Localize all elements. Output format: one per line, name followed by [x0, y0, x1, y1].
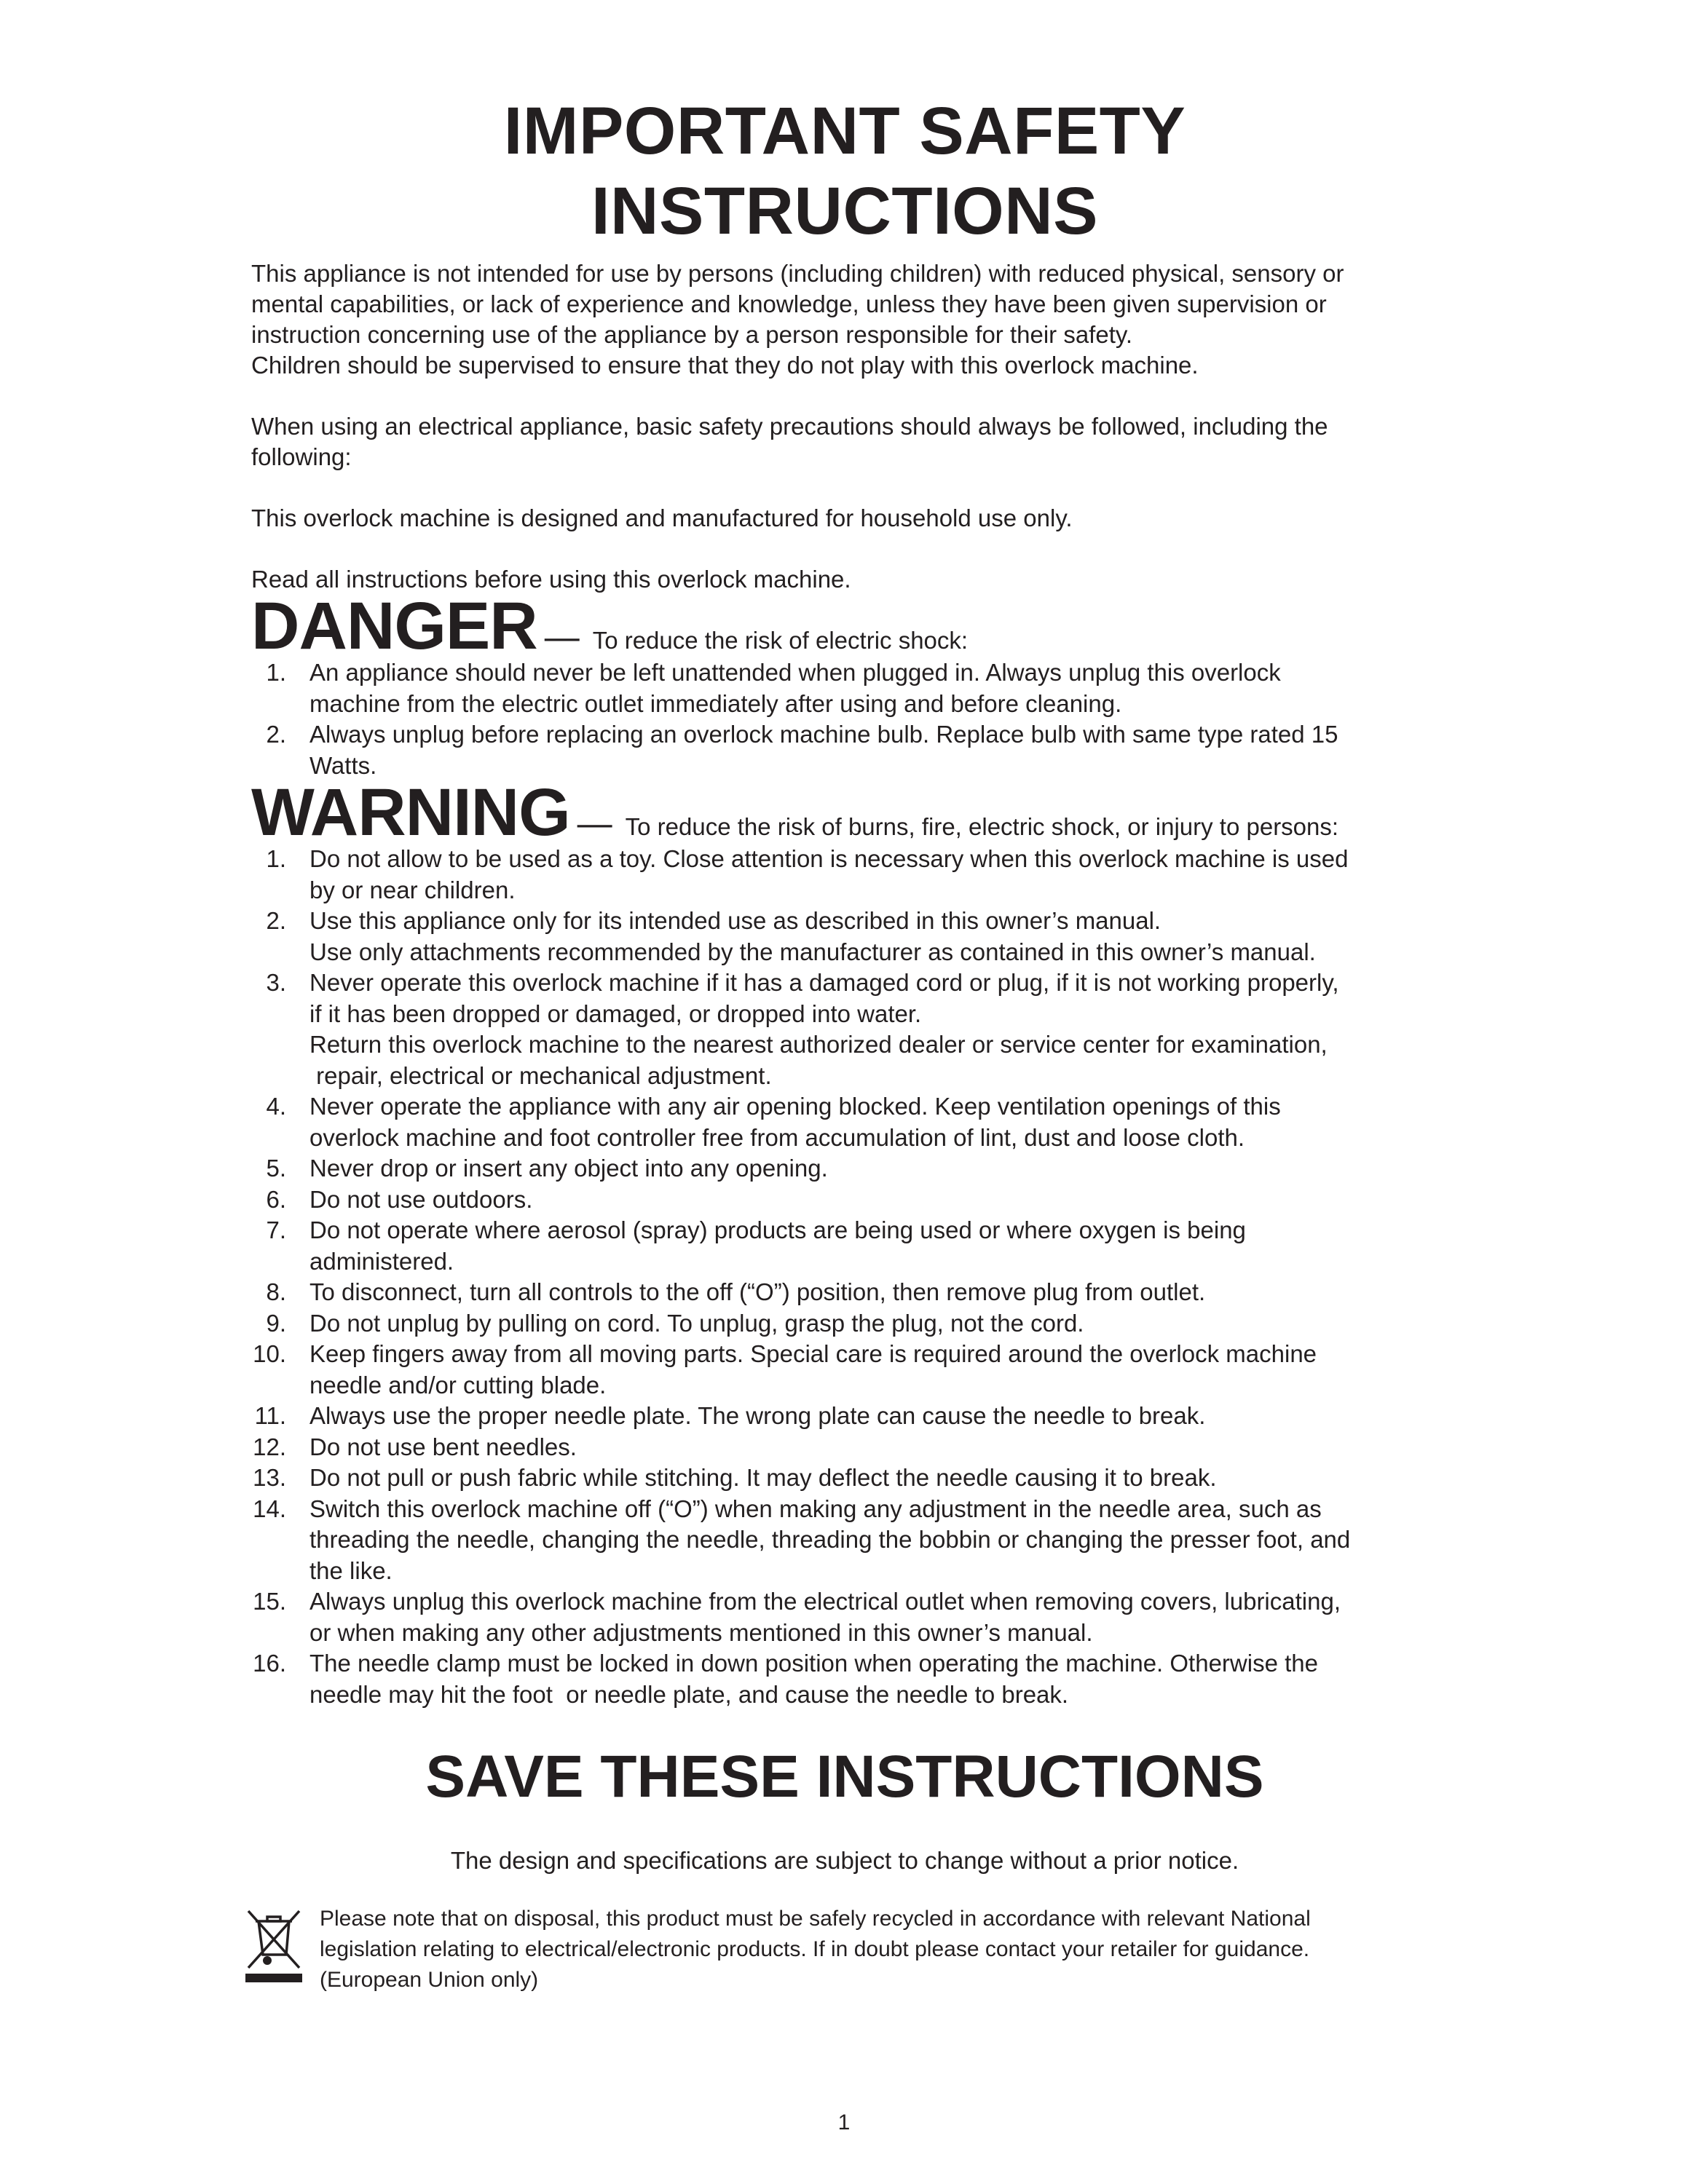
item-text: [309, 1401, 1446, 1432]
item-line: repair, electrical or mechanical adjustment.: [309, 1061, 772, 1089]
item-line: Use only attachments recommended by the manufacturer as contained in this owner’s manual.: [309, 938, 1316, 965]
danger-dash: —: [544, 618, 580, 657]
item-line: needle and/or cutting blade.: [309, 1371, 607, 1398]
item-line: Never operate this overlock machine if it has a damaged cord or plug, if it is not working properly,: [309, 969, 1339, 996]
warning-item: [251, 906, 1446, 968]
intro-line: mental capabilities, or lack of experience and knowledge, unless they have been given supervision or: [251, 290, 1327, 317]
item-line: Do not use outdoors.: [309, 1185, 533, 1213]
page-title: IMPORTANT SAFETY INSTRUCTIONS: [503, 94, 1186, 248]
disposal-line: legislation relating to electrical/electronic products. If in doubt please contact your retailer for guidance.: [320, 1937, 1310, 1961]
item-number: 4.: [266, 1093, 286, 1120]
item-text: [309, 906, 1446, 968]
item-number: 16.: [253, 1650, 286, 1677]
item-number: 3.: [266, 969, 286, 996]
intro-block: [251, 258, 1446, 381]
intro-line: This appliance is not intended for use by persons (including children) with reduced physical, sensory or: [251, 260, 1344, 287]
warning-subtitle: To reduce the risk of burns, fire, electric shock, or injury to persons:: [625, 813, 1339, 840]
item-line: machine from the electric outlet immediately after using and before cleaning.: [309, 689, 1122, 717]
item-number: 7.: [266, 1216, 286, 1243]
warning-heading: [251, 775, 1446, 850]
item-number: 13.: [253, 1464, 286, 1491]
item-line: needle may hit the foot or needle plate, and cause the needle to break.: [309, 1680, 1069, 1708]
item-line: Use this appliance only for its intended use as described in this owner’s manual.: [309, 907, 1162, 934]
item-line: Watts.: [309, 751, 377, 779]
item-line: Do not use bent needles.: [309, 1433, 577, 1460]
item-line: To disconnect, turn all controls to the off (“O”) position, then remove plug from outlet.: [309, 1278, 1206, 1305]
page-number: 1: [837, 2110, 851, 2134]
warning-item: [251, 1153, 1446, 1184]
item-line: Always unplug this overlock machine from the electrical outlet when removing covers, lubricating,: [309, 1588, 1341, 1615]
item-text: [309, 1586, 1446, 1648]
item-number: 14.: [253, 1495, 286, 1522]
item-text: [309, 1339, 1446, 1401]
item-text: [309, 1648, 1446, 1710]
danger-item: [251, 657, 1446, 719]
danger-subtitle: To reduce the risk of electric shock:: [592, 627, 969, 654]
warning-item: [251, 1401, 1446, 1432]
danger-list: [251, 657, 1446, 781]
save-instructions-title: SAVE THESE INSTRUCTIONS: [425, 1744, 1264, 1810]
item-line: An appliance should never be left unattended when plugged in. Always unplug this overlock: [309, 659, 1281, 686]
item-number: 15.: [253, 1588, 286, 1615]
item-line: Do not operate where aerosol (spray) products are being used or where oxygen is being: [309, 1216, 1246, 1243]
item-number: 1.: [266, 845, 286, 872]
item-number: 11.: [254, 1402, 286, 1429]
precaution-line: following:: [251, 443, 352, 470]
intro-line: Children should be supervised to ensure that they do not play with this overlock machine.: [251, 352, 1199, 379]
item-number: 8.: [266, 1278, 286, 1305]
item-line: threading the needle, changing the needle, threading the bobbin or changing the presser foot, and: [309, 1526, 1351, 1553]
warning-item: [251, 1184, 1446, 1216]
item-line: Never operate the appliance with any air opening blocked. Keep ventilation openings of this: [309, 1093, 1281, 1120]
item-text: [309, 1153, 1446, 1184]
danger-heading: [251, 589, 1446, 663]
item-line: overlock machine and foot controller free from accumulation of lint, dust and loose cloth.: [309, 1123, 1245, 1151]
item-line: Always unplug before replacing an overlock machine bulb. Replace bulb with same type rated 15: [309, 721, 1338, 748]
item-line: Do not unplug by pulling on cord. To unplug, grasp the plug, not the cord.: [309, 1309, 1084, 1337]
item-line: by or near children.: [309, 876, 516, 903]
item-number: 10.: [253, 1340, 286, 1367]
warning-item: [251, 1432, 1446, 1463]
warning-item: [251, 1463, 1446, 1494]
change-notice: The design and specifications are subject to change without a prior notice.: [450, 1847, 1239, 1874]
item-number: 9.: [266, 1309, 286, 1337]
item-line: Switch this overlock machine off (“O”) when making any adjustment in the needle area, such as: [309, 1495, 1322, 1522]
warning-word: WARNING: [251, 775, 570, 850]
item-text: [309, 657, 1446, 719]
item-line: Always use the proper needle plate. The wrong plate can cause the needle to break.: [309, 1402, 1206, 1429]
item-line: Return this overlock machine to the nearest authorized dealer or service center for examination,: [309, 1031, 1328, 1058]
warning-item: [251, 968, 1446, 1091]
item-line: the like.: [309, 1556, 393, 1584]
item-text: [309, 844, 1446, 906]
warning-dash: —: [577, 804, 612, 843]
item-line: The needle clamp must be locked in down position when operating the machine. Otherwise the: [309, 1650, 1318, 1677]
item-text: [309, 719, 1446, 781]
item-text: [309, 1215, 1446, 1277]
item-line: or when making any other adjustments mentioned in this owner’s manual.: [309, 1618, 1093, 1646]
item-number: 2.: [266, 907, 286, 934]
item-text: [309, 1494, 1446, 1587]
item-line: Keep fingers away from all moving parts. Special care is required around the overlock machine: [309, 1340, 1317, 1367]
precaution-line: When using an electrical appliance, basic safety precautions should always be followed, including the: [251, 413, 1328, 440]
warning-item: [251, 1277, 1446, 1308]
item-number: 6.: [266, 1185, 286, 1213]
danger-item: [251, 719, 1446, 781]
item-line: Never drop or insert any object into any opening.: [309, 1155, 828, 1182]
household-use-line: This overlock machine is designed and manufactured for household use only.: [251, 505, 1073, 531]
read-instructions-line: Read all instructions before using this overlock machine.: [251, 566, 851, 593]
disposal-notice: [251, 1904, 1446, 1995]
item-line: Do not allow to be used as a toy. Close attention is necessary when this overlock machine is used: [309, 845, 1349, 872]
warning-item: [251, 1215, 1446, 1277]
crossed-out-wheelie-bin-icon: [245, 1907, 302, 1995]
item-text: [309, 1277, 1446, 1308]
warning-item: [251, 1339, 1446, 1401]
item-number: 2.: [266, 721, 286, 748]
item-text: [309, 1091, 1446, 1153]
item-number: 1.: [266, 659, 286, 686]
warning-item: [251, 1648, 1446, 1710]
warning-item: [251, 844, 1446, 906]
danger-word: DANGER: [251, 589, 537, 663]
precaution-block: [251, 411, 1446, 472]
item-number: 12.: [253, 1433, 286, 1460]
disposal-line: (European Union only): [320, 1968, 539, 1992]
warning-item: [251, 1308, 1446, 1340]
item-text: [309, 1432, 1446, 1463]
warning-item: [251, 1091, 1446, 1153]
item-text: [309, 1463, 1446, 1494]
warning-item: [251, 1586, 1446, 1648]
item-text: [309, 968, 1446, 1091]
intro-line: instruction concerning use of the appliance by a person responsible for their safety.: [251, 321, 1133, 348]
disposal-line: Please note that on disposal, this product must be safely recycled in accordance with relevant National: [320, 1907, 1311, 1931]
manual-page: [251, 91, 1446, 1995]
item-text: [309, 1184, 1446, 1216]
warning-item: [251, 1494, 1446, 1587]
item-line: Do not pull or push fabric while stitching. It may deflect the needle causing it to break.: [309, 1464, 1217, 1491]
item-text: [309, 1308, 1446, 1340]
warning-list: [251, 844, 1446, 1710]
disposal-text: [320, 1904, 1311, 1995]
item-line: if it has been dropped or damaged, or dropped into water.: [309, 1000, 922, 1027]
item-number: 5.: [266, 1155, 286, 1182]
item-line: administered.: [309, 1247, 454, 1275]
